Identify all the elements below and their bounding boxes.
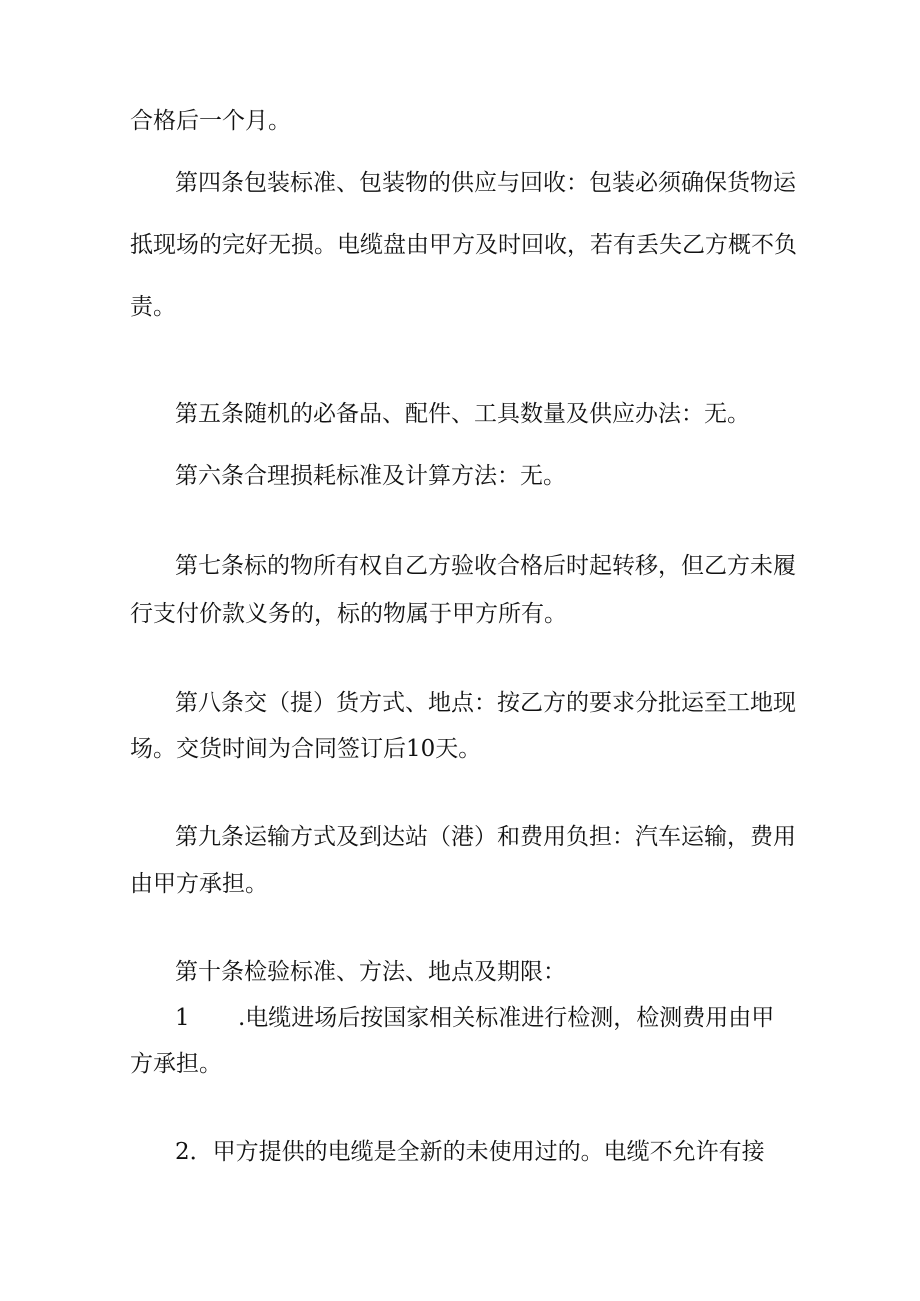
- item-1-line-2: 方承担。: [130, 1051, 222, 1077]
- item-2-line-1: 2．甲方提供的电缆是全新的未使用过的。电缆不允许有接: [175, 1139, 765, 1165]
- continuation-text: 合格后一个月。: [130, 108, 291, 134]
- item-1-number: 1: [175, 1005, 190, 1031]
- article-8-line-2: 场。交货时间为合同签订后10天。: [130, 736, 482, 762]
- article-9-line-1: 第九条运输方式及到达站（港）和费用负担：汽车运输，费用: [175, 824, 796, 850]
- article-4-line-1: 第四条包装标准、包装物的供应与回收：包装必须确保货物运: [175, 170, 796, 196]
- article-9-line-2: 由甲方承担。: [130, 871, 268, 897]
- article-6: 第六条合理损耗标准及计算方法：无。: [175, 463, 566, 489]
- article-8-line-1: 第八条交（提）货方式、地点：按乙方的要求分批运至工地现: [175, 690, 796, 716]
- article-4-line-2: 抵现场的完好无损。电缆盘由甲方及时回收，若有丢失乙方概不负: [130, 232, 797, 258]
- article-5: 第五条随机的必备品、配件、工具数量及供应办法：无。: [175, 401, 750, 427]
- article-7-line-1: 第七条标的物所有权自乙方验收合格后时起转移，但乙方未履: [175, 553, 796, 579]
- article-7-line-2: 行支付价款义务的，标的物属于甲方所有。: [130, 601, 567, 627]
- article-4-line-3: 责。: [130, 294, 176, 320]
- item-1-line-1: .电缆进场后按国家相关标准进行检测，检测费用由甲: [238, 1005, 775, 1031]
- article-10-heading: 第十条检验标准、方法、地点及期限：: [175, 959, 566, 985]
